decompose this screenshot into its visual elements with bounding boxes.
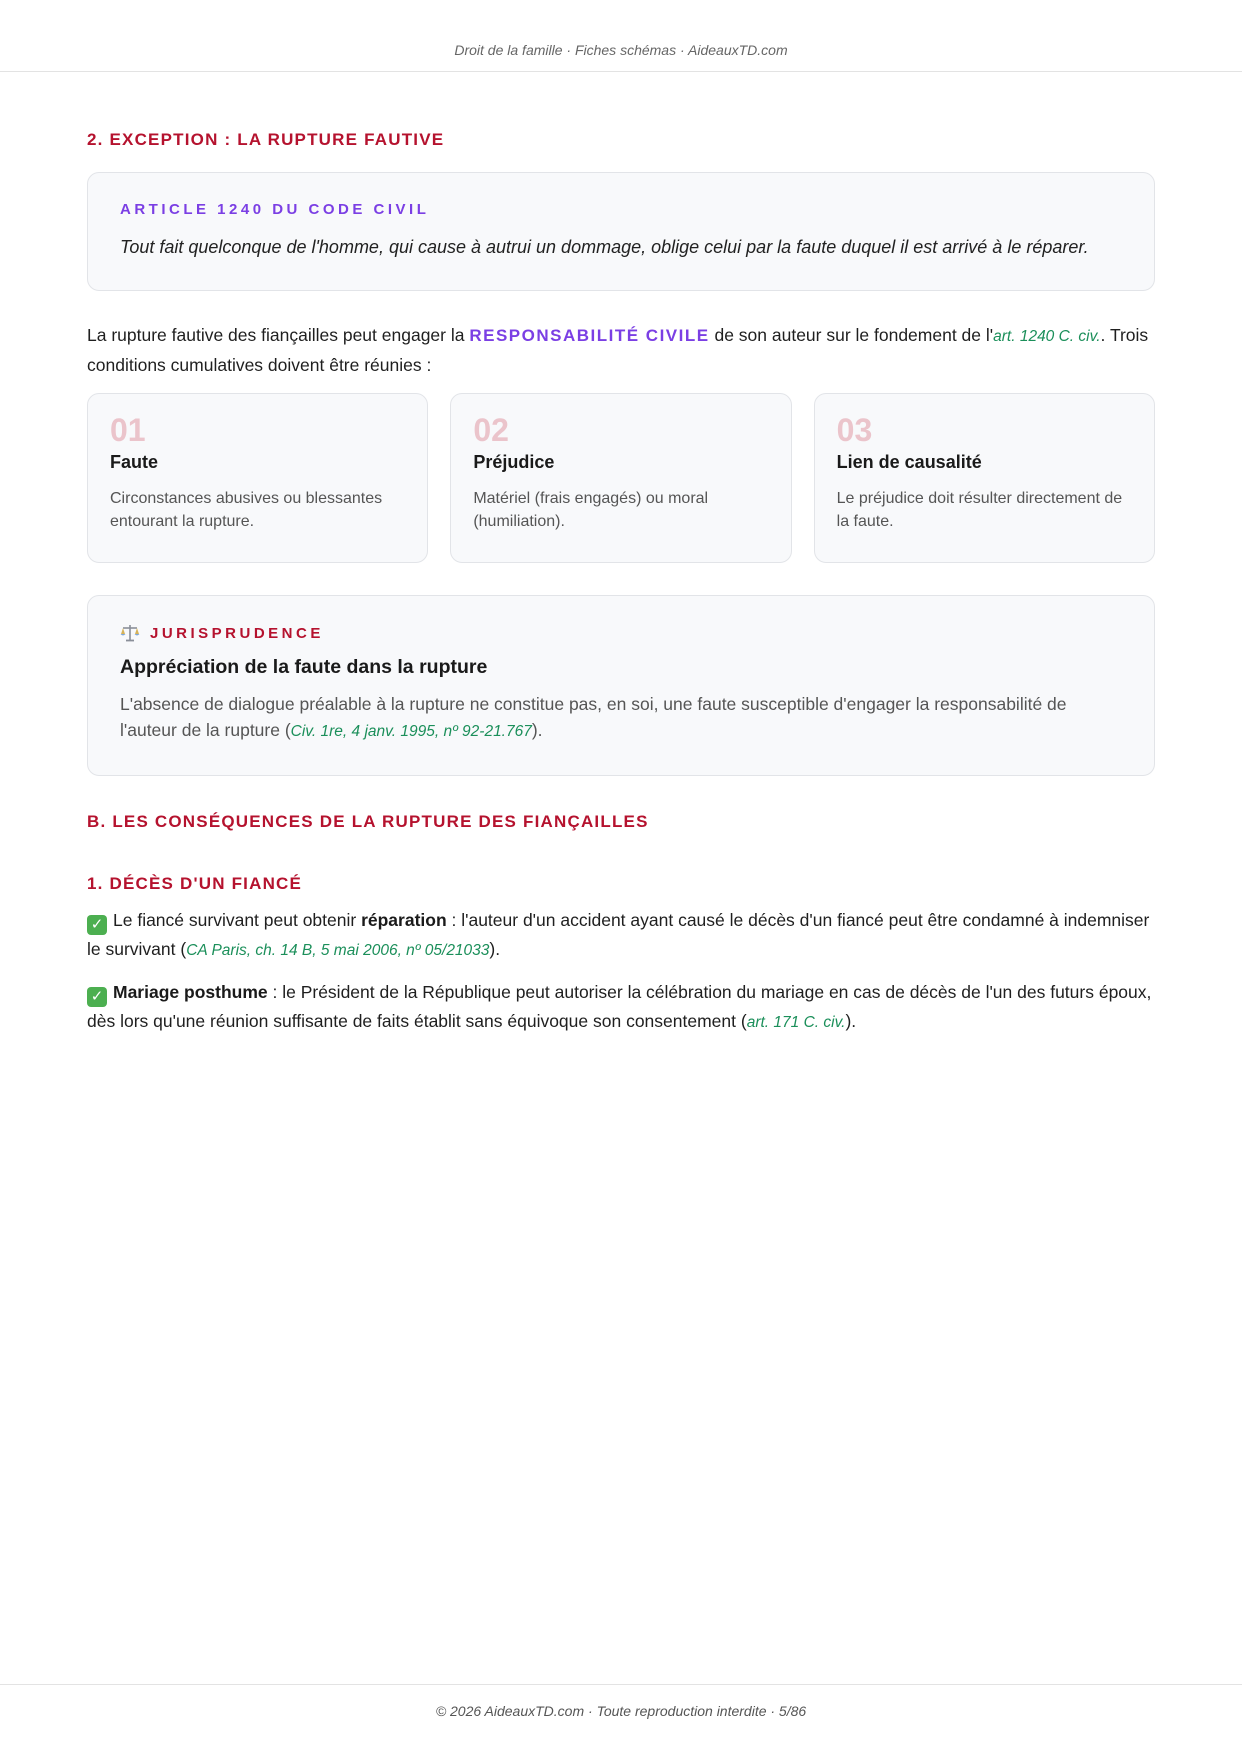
page-footer [0,1684,1242,1754]
item-cite: art. 171 C. civ. [746,1014,846,1031]
item-bold: réparation [361,910,447,930]
condition-card [87,393,428,563]
article-quote: Tout fait quelconque de l'homme, qui cause à autrui un dommage, oblige celui par la faute duquel il est arrivé à le réparer. [120,237,1089,257]
check-icon: ✓ [87,915,107,935]
item-middle: : le Président de la République peut autoriser la célébration du mariage en cas de décès de l'un des futurs époux, dès lors qu'une réunion suffisante de faits établit sans équivoque son consentement ( [87,982,1152,1031]
intro-highlight: RESPONSABILITÉ CIVILE [469,326,710,345]
conditions-list [87,393,1155,563]
consequence-item [87,906,1155,965]
article-box [87,172,1155,291]
scale-icon [120,624,140,642]
condition-desc: Le préjudice doit résulter directement de la faute. [836,490,1123,530]
item-after: ). [845,1011,857,1031]
intro-cite: art. 1240 C. civ. [993,328,1101,345]
page-content [87,130,1155,1037]
section-b1-title: 1. DÉCÈS D'UN FIANCÉ [87,874,303,893]
section-b-title: B. LES CONSÉQUENCES DE LA RUPTURE DES FIANÇAILLES [87,812,649,831]
condition-card [814,393,1155,563]
intro-paragraph [87,321,1155,379]
jurisprudence-kicker: JURISPRUDENCE [150,624,324,642]
intro-after: . Trois conditions cumulatives doivent être réunies : [87,325,1149,375]
jurisprudence-text [120,691,1122,745]
juris-text-after: ). [531,720,543,740]
jurisprudence-box [87,595,1155,776]
article-kicker: ARTICLE 1240 DU CODE CIVIL [120,201,430,218]
intro-middle: de son auteur sur le fondement de l' [709,325,994,345]
condition-title: Faute [110,452,159,472]
item-cite: CA Paris, ch. 14 B, 5 mai 2006, nº 05/21033 [186,942,490,959]
item-before: Le fiancé survivant peut obtenir [113,910,362,930]
juris-cite: Civ. 1re, 4 janv. 1995, nº 92-21.767 [290,723,532,740]
condition-number: 01 [110,412,146,448]
condition-card [450,393,791,563]
consequence-item [87,978,1155,1037]
intro-before: La rupture fautive des fiançailles peut engager la [87,325,470,345]
condition-desc: Matériel (frais engagés) ou moral (humiliation). [473,490,709,530]
condition-desc: Circonstances abusives ou blessantes entourant la rupture. [110,490,383,530]
condition-number: 02 [473,412,509,448]
item-after: ). [489,939,501,959]
jurisprudence-title: Appréciation de la faute dans la rupture [120,656,488,678]
check-icon: ✓ [87,987,107,1007]
condition-number: 03 [836,412,873,448]
item-bold: Mariage posthume [113,982,268,1002]
condition-title: Lien de causalité [836,452,982,472]
juris-text-before: L'absence de dialogue préalable à la rupture ne constitue pas, en soi, une faute susceptible d'engager la responsabilité de l'auteur de la rupture ( [120,694,1067,740]
condition-title: Préjudice [473,452,555,472]
header-text: Droit de la famille · Fiches schémas · AideauxTD.com [454,42,788,58]
jurisprudence-header [120,624,1122,642]
section-2-title: 2. EXCEPTION : LA RUPTURE FAUTIVE [87,130,445,149]
footer-text: © 2026 AideauxTD.com · Toute reproduction interdite · 5/86 [435,1703,807,1719]
item-middle: : l'auteur d'un accident ayant causé le décès d'un fiancé peut être condamné à indemniser le survivant ( [87,910,1150,959]
page-header [0,0,1242,72]
